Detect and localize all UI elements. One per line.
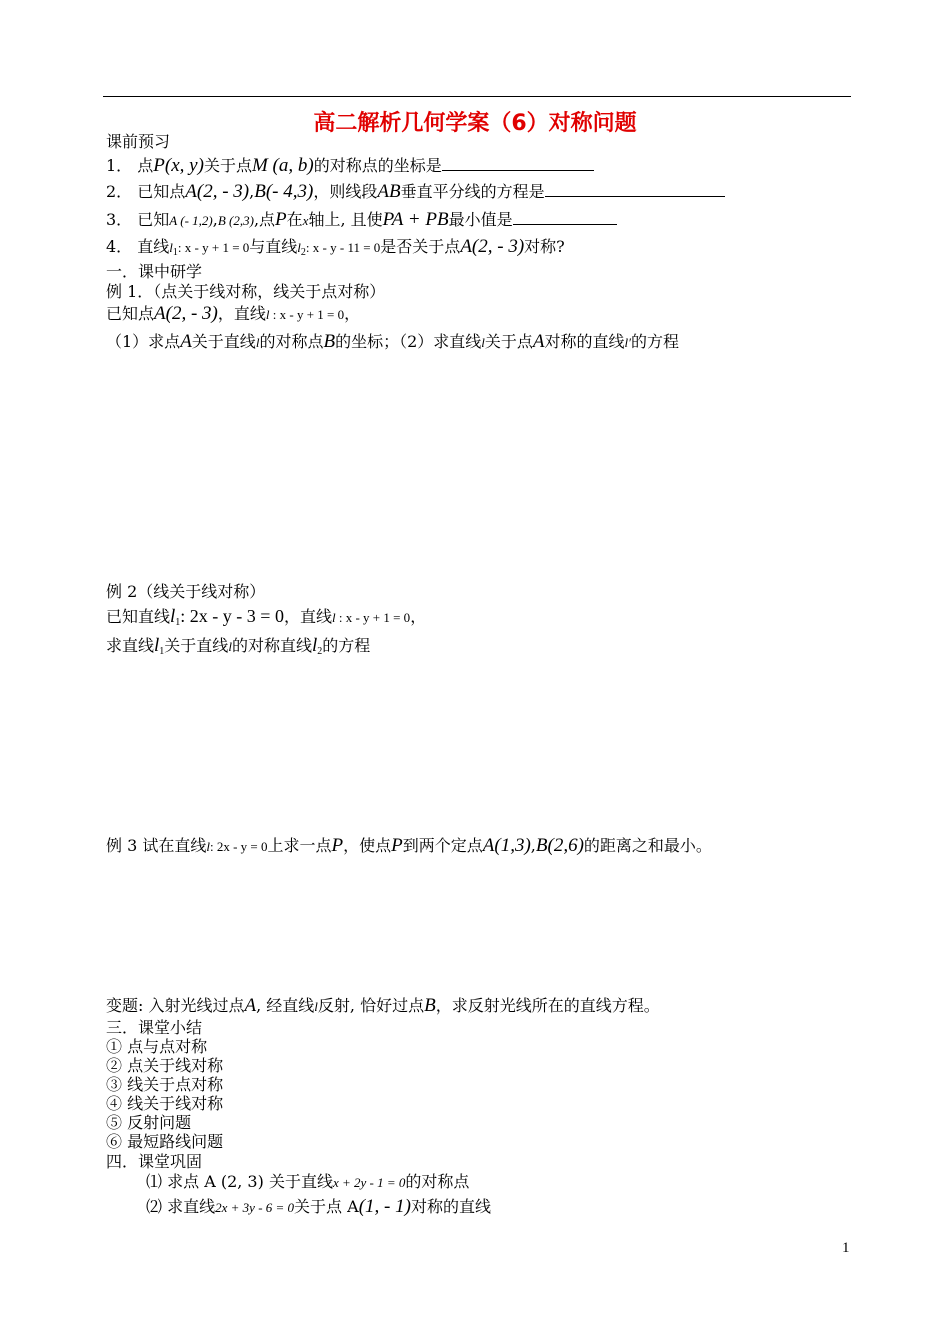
page-number: 1 [842, 1240, 850, 1256]
variant-problem: 变题: 入射光线过点A, 经直线l反射, 恰好过点B，求反射光线所在的直线方程。 [106, 995, 660, 1016]
consolidation-item-1: ⑴ 求点 A (2, 3) 关于直线x + 2y - 1 = 0的对称点 [146, 1172, 470, 1191]
section4-heading: 四．课堂巩固 [106, 1152, 203, 1171]
example1-label: 例 1．（点关于线对称，线关于点对称） [106, 282, 386, 301]
section3-heading: 三．课堂小结 [106, 1018, 203, 1037]
preview-heading: 课前预习 [106, 132, 171, 151]
summary-item: ④ 线关于线对称 [106, 1094, 224, 1113]
example2-question: 求直线$l_1$关于直线l的对称直线$l_2$的方程 [106, 635, 371, 657]
section1-heading: 一．课中研学 [106, 262, 203, 281]
page-title: 高二解析几何学案（6）对称问题 [313, 111, 637, 136]
summary-item: ② 点关于线对称 [106, 1056, 224, 1075]
summary-item: ① 点与点对称 [106, 1037, 208, 1056]
example2-label: 例 2（线关于线对称） [106, 582, 266, 601]
example2-given: 已知直线$l_1$: 2x - y - 3 = 0，直线l : x - y + 1 = 0， [106, 606, 427, 628]
preview-q2: 2． 已知点A(2, - 3),B(- 4,3)，则线段AB垂直平分线的方程是 [106, 180, 725, 202]
summary-item: ⑤ 反射问题 [106, 1113, 192, 1132]
consolidation-item-2: ⑵ 求直线2x + 3y - 6 = 0关于点 A(1, - 1)对称的直线 [146, 1196, 491, 1217]
preview-q1: 1． 点P(x, y)关于点M (a, b)的对称点的坐标是 [106, 154, 594, 176]
example1-question: （1）求点A关于直线l的对称点B的坐标；（2）求直线l关于点A对称的直线l′的方程 [106, 331, 679, 352]
example1-given: 已知点A(2, - 3)，直线l : x - y + 1 = 0， [106, 303, 361, 324]
top-rule [103, 96, 851, 97]
example3: 例 3 试在直线l: 2x - y = 0上求一点P，使点P到两个定点A(1,3),B(2,6)的距离之和最小。 [106, 835, 712, 856]
preview-q4: 4． 直线$l_1$: x - y + 1 = 0与直线$l_2$: x - y - 11 = 0是否关于点A(2, - 3)对称? [106, 236, 565, 258]
summary-item: ③ 线关于点对称 [106, 1075, 224, 1094]
summary-item: ⑥ 最短路线问题 [106, 1132, 224, 1151]
preview-q3: 3． 已知A (- 1,2),B (2,3),点P在x轴上, 且使PA + PB最小值是 [106, 208, 617, 231]
